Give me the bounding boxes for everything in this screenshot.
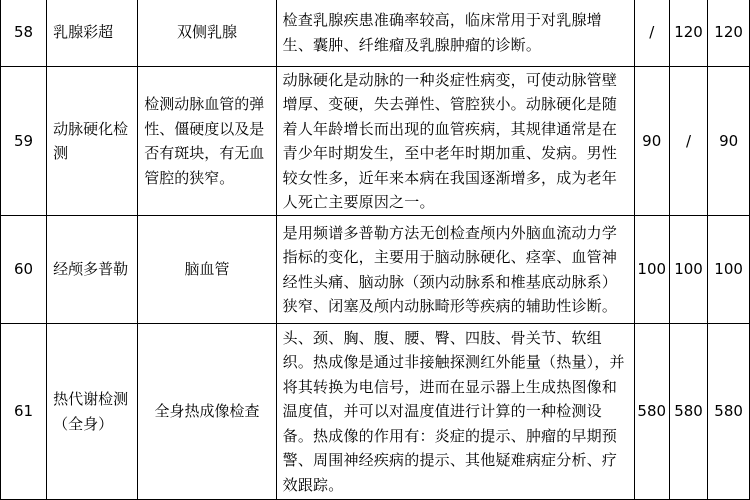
exam-description: 检查乳腺疾患准确率较高，临床常用于对乳腺增生、囊肿、纤维瘤及乳腺肿瘤的诊断。 [276, 0, 634, 67]
price-col-1: 580 [634, 324, 669, 500]
exam-item-name: 动脉硬化检测 [47, 67, 138, 216]
exam-target: 全身热成像检查 [138, 324, 276, 500]
exam-description: 是用频谱多普勒方法无创检查颅内外脑血流动力学指标的变化，主要用于脑动脉硬化、痉挛、血管神经性头痛、脑动脉（颈内动脉系和椎基底动脉系）狭窄、闭塞及颅内动脉畸形等疾病的辅助性诊断。 [276, 216, 634, 324]
exam-item-name: 经颅多普勒 [47, 216, 138, 324]
price-col-2: 100 [669, 216, 707, 324]
row-number: 60 [1, 216, 47, 324]
row-number: 61 [1, 324, 47, 500]
price-col-1: 100 [634, 216, 669, 324]
exam-item-name: 乳腺彩超 [47, 0, 138, 67]
price-col-1: / [634, 0, 669, 67]
price-col-3: 580 [708, 324, 750, 500]
price-col-2: 120 [669, 0, 707, 67]
exam-target: 脑血管 [138, 216, 276, 324]
price-col-2: 580 [669, 324, 707, 500]
price-col-3: 90 [708, 67, 750, 216]
table-row [1, 324, 750, 500]
table-row [1, 216, 750, 324]
exam-description: 头、颈、胸、腹、腰、臀、四肢、骨关节、软组织。热成像是通过非接触探测红外能量（热量），并将其转换为电信号，进而在显示器上生成热图像和温度值，并可以对温度值进行计算的一种检测设备。热成像的作用有：炎症的提示、肿瘤的早期预警、周围神经疾病的提示、其他疑难病症分析、疗效跟踪。 [276, 324, 634, 500]
table-row [1, 67, 750, 216]
exam-target: 双侧乳腺 [138, 0, 276, 67]
exam-item-name: 热代谢检测（全身） [47, 324, 138, 500]
row-number: 59 [1, 67, 47, 216]
price-col-1: 90 [634, 67, 669, 216]
price-col-3: 100 [708, 216, 750, 324]
table-row [1, 0, 750, 67]
exam-description: 动脉硬化是动脉的一种炎症性病变，可使动脉管壁增厚、变硬，失去弹性、管腔狭小。动脉硬化是随着人年龄增长而出现的血管疾病，其规律通常是在青少年时期发生，至中老年时期加重、发病。男性较女性多，近年来本病在我国逐渐增多，成为老年人死亡主要原因之一。 [276, 67, 634, 216]
exam-target: 检测动脉血管的弹性、僵硬度以及是否有斑块，有无血管腔的狭窄。 [138, 67, 276, 216]
price-col-3: 120 [708, 0, 750, 67]
price-col-2: / [669, 67, 707, 216]
row-number: 58 [1, 0, 47, 67]
